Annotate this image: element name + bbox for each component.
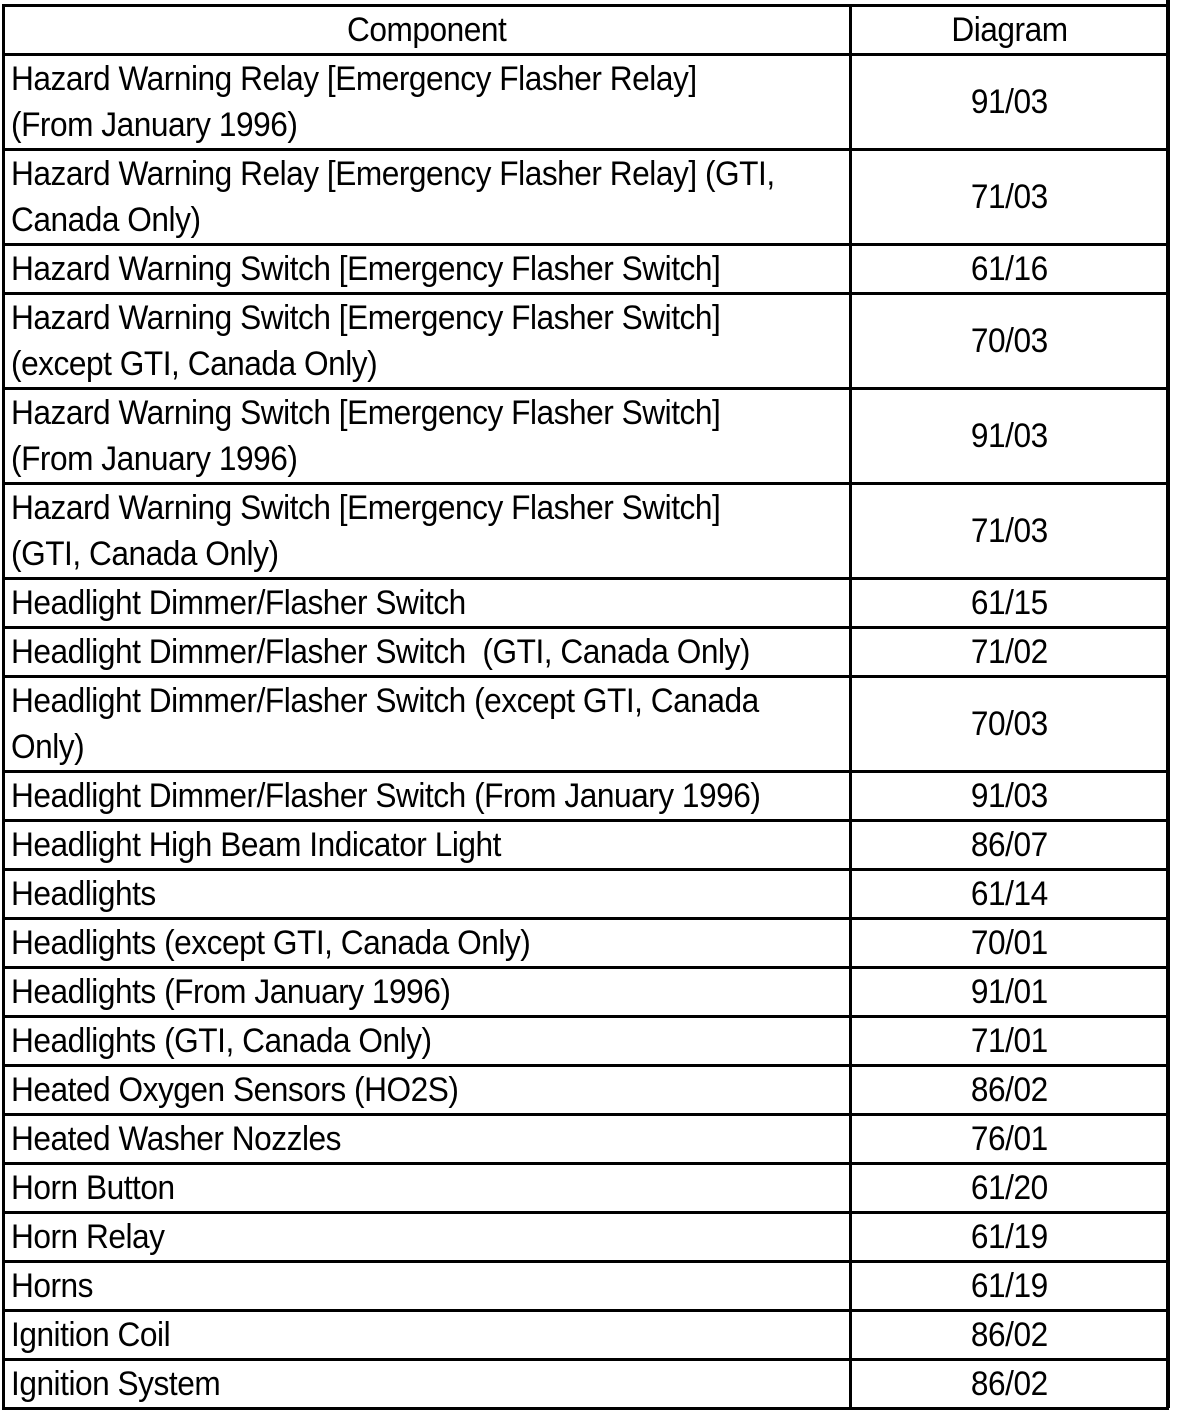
- diagram-reference: 71/01: [970, 1022, 1048, 1060]
- diagram-reference: 91/03: [970, 777, 1048, 815]
- component-name: Ignition Coil: [11, 1316, 171, 1354]
- table-row: [4, 968, 1168, 1017]
- diagram-reference: 70/03: [970, 322, 1048, 360]
- component-cell: [4, 1066, 851, 1115]
- table-row: [4, 484, 1168, 579]
- table-row: [4, 1360, 1168, 1409]
- component-name: Headlight Dimmer/Flasher Switch (From January 1996): [11, 777, 761, 815]
- diagram-reference: 91/03: [970, 417, 1048, 455]
- diagram-cell: [851, 919, 1168, 968]
- diagram-cell: [851, 1213, 1168, 1262]
- diagram-reference: 61/15: [970, 584, 1048, 622]
- table-row: [4, 677, 1168, 772]
- component-name: Hazard Warning Relay [Emergency Flasher Relay] (GTI, Canada Only): [11, 155, 783, 239]
- component-name: Headlights (GTI, Canada Only): [11, 1022, 432, 1060]
- component-diagram-table: [2, 4, 1169, 1410]
- diagram-reference: 91/01: [970, 973, 1048, 1011]
- component-name: Headlight Dimmer/Flasher Switch: [11, 584, 466, 622]
- table-row: [4, 772, 1168, 821]
- component-name: Headlight Dimmer/Flasher Switch (except GTI, Canada Only): [11, 682, 768, 766]
- component-cell: [4, 55, 851, 150]
- diagram-reference: 86/02: [970, 1365, 1048, 1403]
- table-row: [4, 870, 1168, 919]
- diagram-cell: [851, 1262, 1168, 1311]
- diagram-reference: 61/16: [970, 250, 1048, 288]
- component-cell: [4, 1213, 851, 1262]
- diagram-cell: [851, 628, 1168, 677]
- component-cell: [4, 968, 851, 1017]
- diagram-reference: 86/02: [970, 1316, 1048, 1354]
- component-cell: [4, 1262, 851, 1311]
- diagram-cell: [851, 821, 1168, 870]
- component-cell: [4, 1311, 851, 1360]
- table-row: [4, 1066, 1168, 1115]
- component-cell: [4, 245, 851, 294]
- diagram-reference: 91/03: [970, 83, 1048, 121]
- component-name: Headlights (except GTI, Canada Only): [11, 924, 531, 962]
- diagram-cell: [851, 772, 1168, 821]
- component-cell: [4, 1017, 851, 1066]
- component-cell: [4, 579, 851, 628]
- diagram-cell: [851, 1311, 1168, 1360]
- component-name: Horn Relay: [11, 1218, 165, 1256]
- component-name: Heated Oxygen Sensors (HO2S): [11, 1071, 459, 1109]
- diagram-cell: [851, 484, 1168, 579]
- diagram-reference: 86/02: [970, 1071, 1048, 1109]
- component-name: Heated Washer Nozzles: [11, 1120, 342, 1158]
- diagram-cell: [851, 1360, 1168, 1409]
- table-body: [4, 55, 1168, 1409]
- table-row: [4, 245, 1168, 294]
- component-name: Horns: [11, 1267, 94, 1305]
- component-name: Horn Button: [11, 1169, 175, 1207]
- diagram-cell: [851, 294, 1168, 389]
- table-row: [4, 1115, 1168, 1164]
- diagram-reference: 61/14: [970, 875, 1048, 913]
- component-cell: [4, 389, 851, 484]
- component-cell: [4, 677, 851, 772]
- component-name: Hazard Warning Switch [Emergency Flasher Switch] (except GTI, Canada Only): [11, 299, 729, 383]
- component-cell: [4, 1164, 851, 1213]
- component-name: Hazard Warning Switch [Emergency Flasher Switch] (GTI, Canada Only): [11, 489, 729, 573]
- component-cell: [4, 628, 851, 677]
- diagram-reference: 71/03: [970, 512, 1048, 550]
- diagram-cell: [851, 1017, 1168, 1066]
- component-cell: [4, 772, 851, 821]
- component-name: Hazard Warning Switch [Emergency Flasher Switch] (From January 1996): [11, 394, 729, 478]
- component-name: Ignition System: [11, 1365, 221, 1403]
- table-row: [4, 1017, 1168, 1066]
- table-row: [4, 389, 1168, 484]
- diagram-header-label: Diagram: [950, 11, 1068, 49]
- component-cell: [4, 1115, 851, 1164]
- diagram-column-header: [851, 6, 1168, 55]
- diagram-cell: [851, 579, 1168, 628]
- component-cell: [4, 821, 851, 870]
- table-row: [4, 294, 1168, 389]
- table-row: [4, 628, 1168, 677]
- table-row: [4, 1311, 1168, 1360]
- component-name: Headlight Dimmer/Flasher Switch (GTI, Canada Only): [11, 633, 750, 671]
- table-row: [4, 579, 1168, 628]
- component-name: Headlights (From January 1996): [11, 973, 451, 1011]
- diagram-reference: 61/19: [970, 1218, 1048, 1256]
- diagram-cell: [851, 389, 1168, 484]
- diagram-reference: 70/01: [970, 924, 1048, 962]
- component-cell: [4, 919, 851, 968]
- diagram-cell: [851, 1115, 1168, 1164]
- component-cell: [4, 484, 851, 579]
- table-row: [4, 1164, 1168, 1213]
- table-row: [4, 150, 1168, 245]
- component-cell: [4, 150, 851, 245]
- component-header-label: Component: [347, 11, 507, 49]
- component-column-header: [4, 6, 851, 55]
- header-row: [4, 6, 1168, 55]
- diagram-cell: [851, 968, 1168, 1017]
- table-row: [4, 1213, 1168, 1262]
- diagram-cell: [851, 1164, 1168, 1213]
- component-name: Hazard Warning Switch [Emergency Flasher Switch]: [11, 250, 721, 288]
- diagram-cell: [851, 1066, 1168, 1115]
- component-cell: [4, 1360, 851, 1409]
- diagram-cell: [851, 150, 1168, 245]
- table-row: [4, 919, 1168, 968]
- component-name: Headlights: [11, 875, 156, 913]
- component-name: Headlight High Beam Indicator Light: [11, 826, 501, 864]
- diagram-reference: 71/02: [970, 633, 1048, 671]
- diagram-reference: 76/01: [970, 1120, 1048, 1158]
- table-row: [4, 1262, 1168, 1311]
- table-row: [4, 55, 1168, 150]
- diagram-cell: [851, 245, 1168, 294]
- component-cell: [4, 294, 851, 389]
- diagram-reference: 86/07: [970, 826, 1048, 864]
- diagram-cell: [851, 870, 1168, 919]
- diagram-reference: 70/03: [970, 705, 1048, 743]
- diagram-reference: 71/03: [970, 178, 1048, 216]
- diagram-reference: 61/19: [970, 1267, 1048, 1305]
- table-row: [4, 821, 1168, 870]
- diagram-cell: [851, 677, 1168, 772]
- diagram-reference: 61/20: [970, 1169, 1048, 1207]
- component-name: Hazard Warning Relay [Emergency Flasher Relay] (From January 1996): [11, 60, 705, 144]
- component-cell: [4, 870, 851, 919]
- diagram-cell: [851, 55, 1168, 150]
